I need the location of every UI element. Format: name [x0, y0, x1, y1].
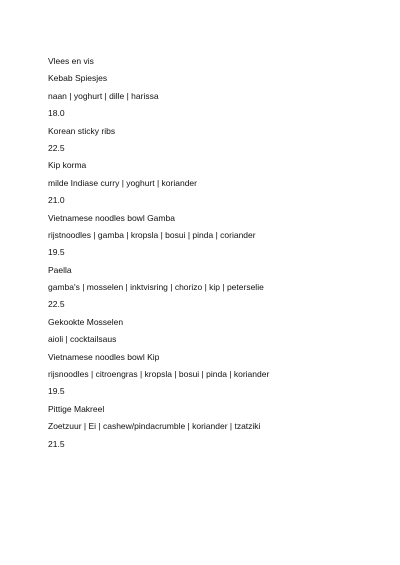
item-price: 18.0 [48, 108, 65, 119]
item-description: rijstnoodles | gamba | kropsla | bosui | pinda | coriander [48, 229, 256, 240]
item-price: 22.5 [48, 142, 65, 153]
item-price: 21.5 [48, 438, 65, 449]
item-name: Vietnamese noodles bowl Kip [48, 351, 160, 362]
item-name: Korean sticky ribs [48, 125, 116, 136]
item-description: gamba's | mosselen | inktvisring | chorizo | kip | peterselie [48, 282, 264, 293]
item-name: Vietnamese noodles bowl Gamba [48, 212, 175, 223]
section-title: Vlees en vis [48, 56, 94, 66]
item-name: Kip korma [48, 160, 87, 171]
item-name: Gekookte Mosselen [48, 316, 124, 327]
item-description: Zoetzuur | Ei | cashew/pindacrumble | koriander | tzatziki [48, 421, 261, 432]
item-name: Paella [48, 264, 72, 275]
item-description: milde Indiase curry | yoghurt | koriander [48, 177, 197, 188]
item-price: 19.5 [48, 247, 65, 258]
item-description: naan | yoghurt | dille | harissa [48, 90, 159, 101]
item-name: Kebab Spiesjes [48, 73, 108, 84]
menu-content [48, 56, 368, 456]
item-name: Pittige Makreel [48, 403, 105, 414]
item-price: 21.0 [48, 195, 65, 206]
item-description: aioli | cocktailsaus [48, 334, 117, 345]
item-price: 19.5 [48, 386, 65, 397]
item-price: 22.5 [48, 299, 65, 310]
item-description: rijsnoodles | citroengras | kropsla | bosui | pinda | koriander [48, 369, 270, 380]
